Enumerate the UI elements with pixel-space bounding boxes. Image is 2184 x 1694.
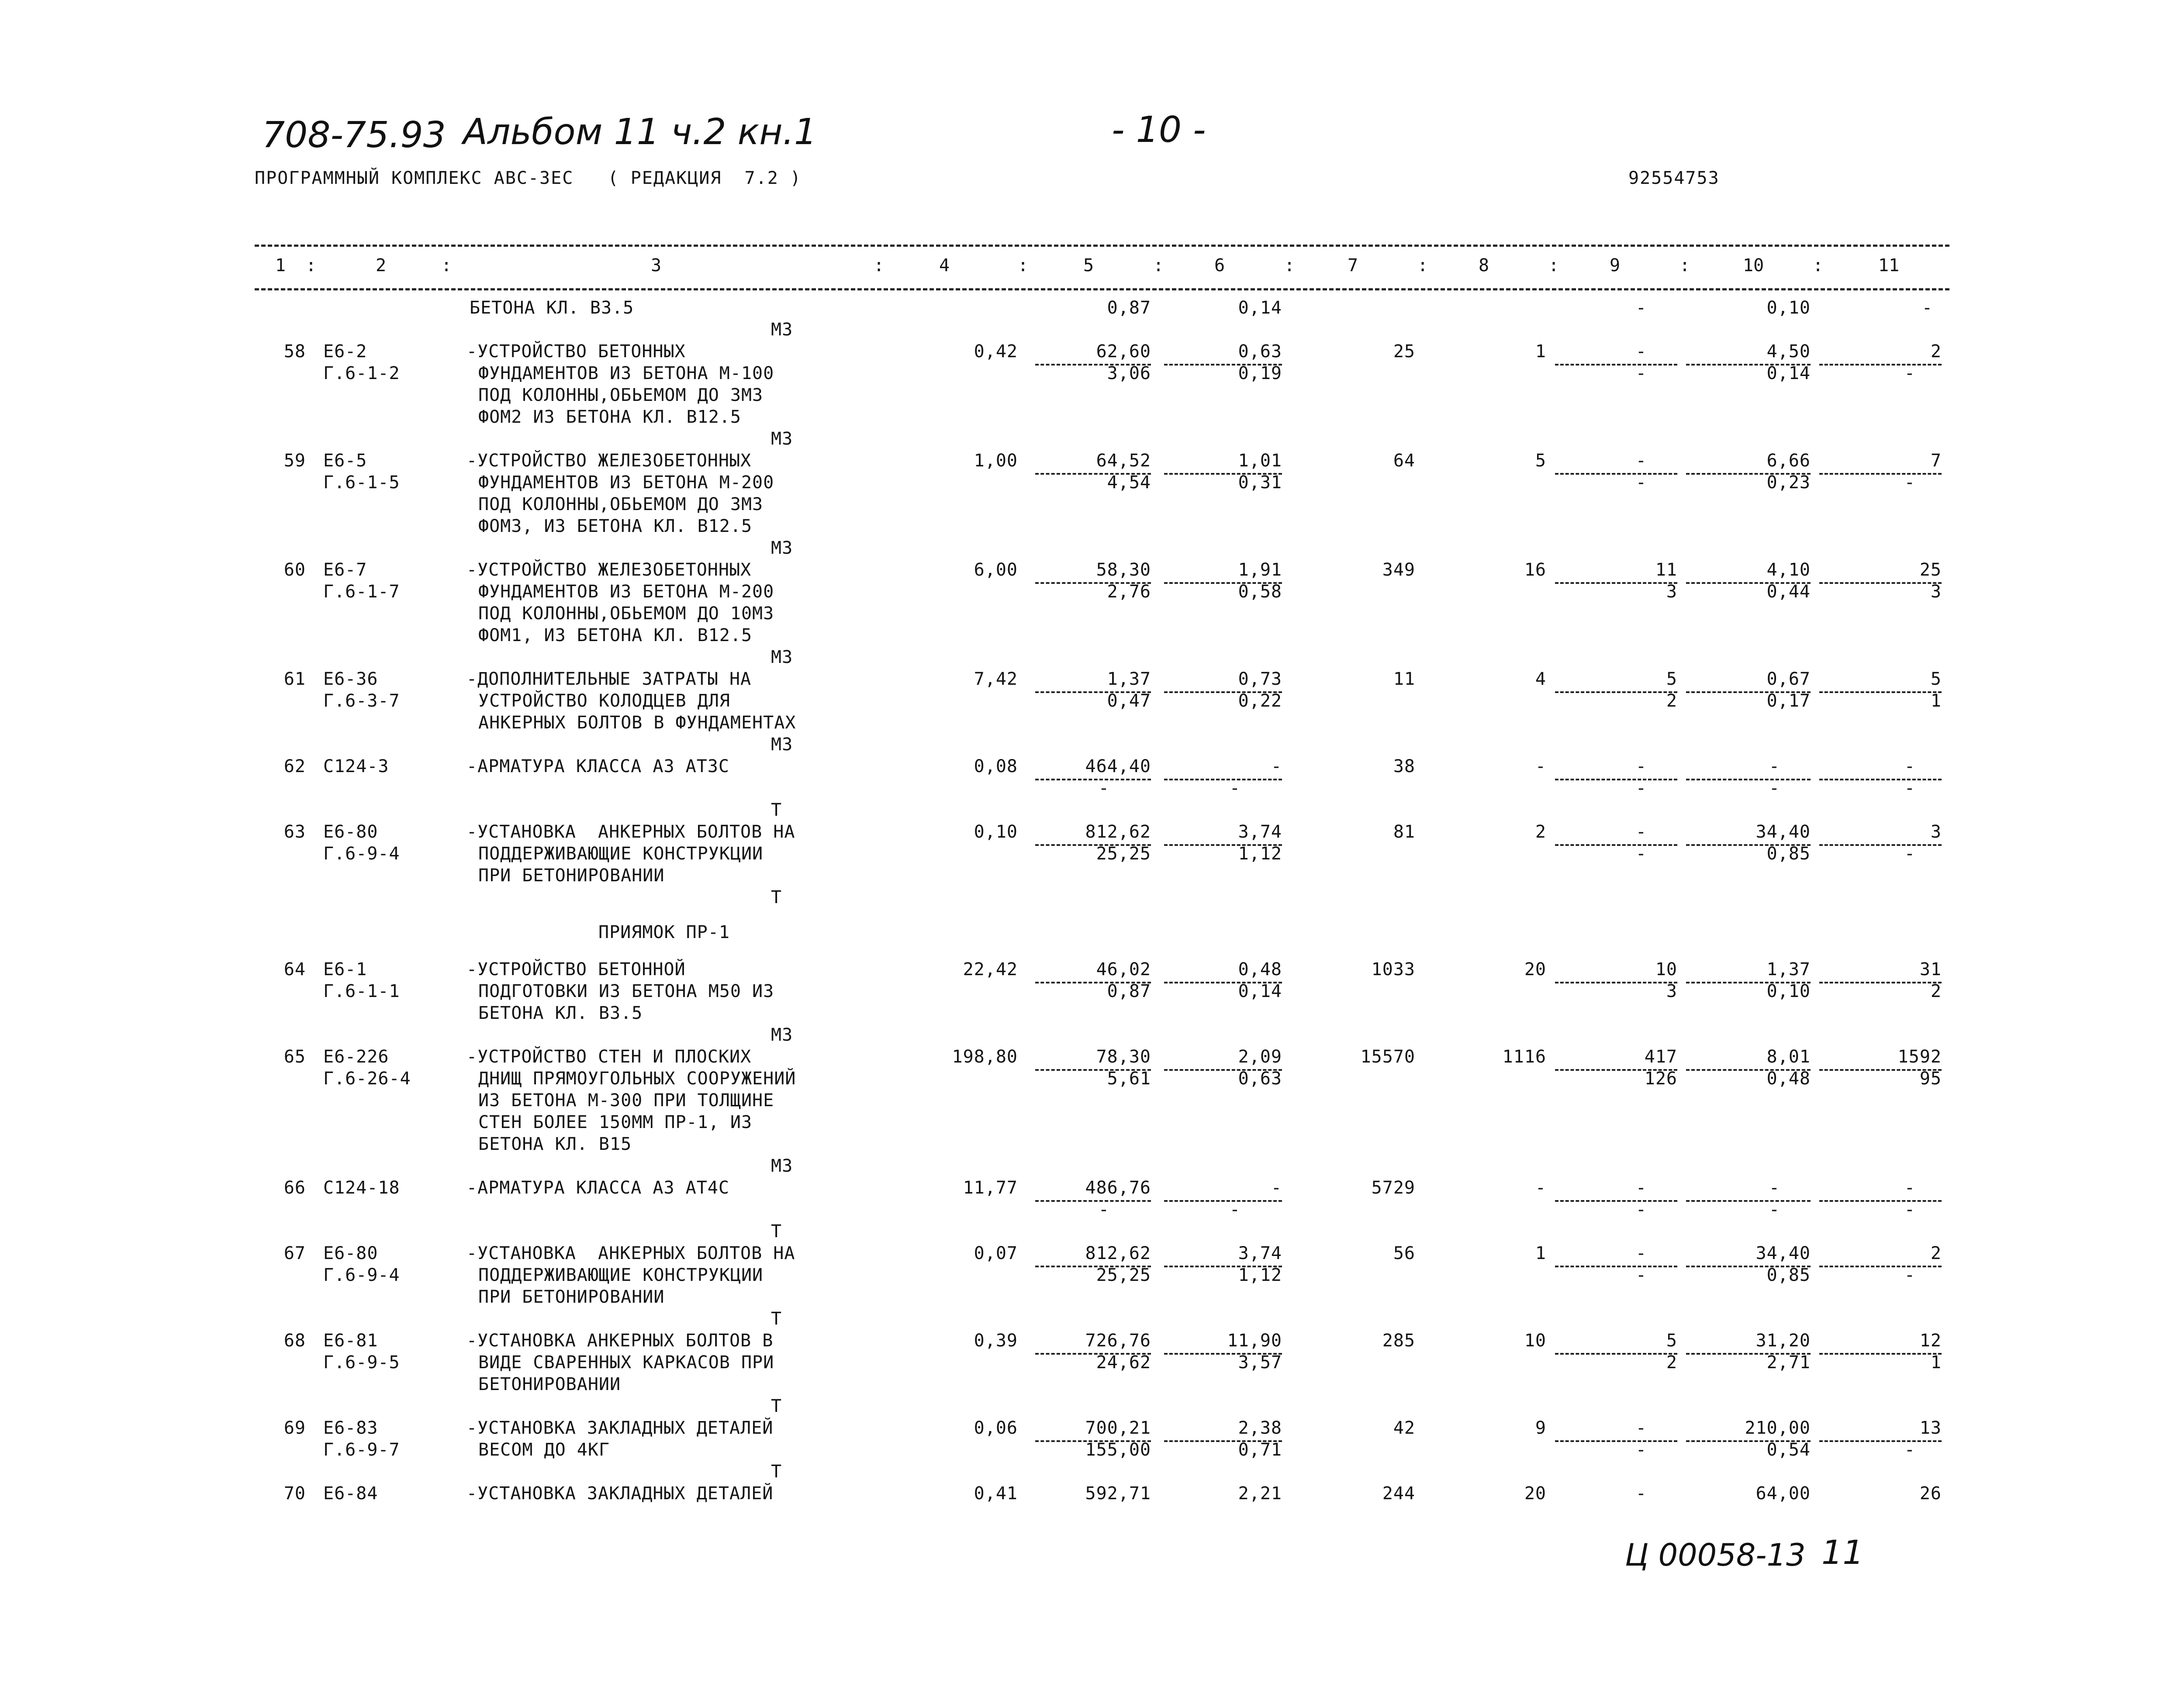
rate-reference: Г.6-1-7 bbox=[323, 582, 400, 602]
table-cell: 1,37 bbox=[1766, 959, 1811, 980]
unit-label: М3 bbox=[771, 429, 793, 449]
table-cell: 1 bbox=[1930, 1352, 1942, 1373]
item-description: БЕТОНА КЛ. В15 bbox=[478, 1134, 632, 1154]
table-cell: - bbox=[1635, 1243, 1647, 1263]
row-number: 65 bbox=[283, 1047, 306, 1067]
table-cell: - bbox=[1271, 1178, 1282, 1198]
table-cell: - bbox=[1904, 363, 1915, 383]
table-cell: 2 bbox=[1666, 691, 1677, 711]
item-description: БЕТОНА КЛ. В3.5 bbox=[478, 1003, 643, 1023]
table-cell: 34,40 bbox=[1755, 822, 1811, 842]
table-cell: 1592 bbox=[1897, 1047, 1942, 1067]
column-separator: : bbox=[441, 255, 452, 276]
table-cell: 155,00 bbox=[1085, 1440, 1151, 1460]
column-header-11: 11 bbox=[1878, 255, 1900, 276]
table-cell: 16 bbox=[1524, 560, 1546, 580]
quantity: 0,06 bbox=[974, 1418, 1018, 1438]
table-cell: 3 bbox=[1930, 822, 1942, 842]
table-cell: 26 bbox=[1919, 1484, 1942, 1504]
table-cell: 285 bbox=[1382, 1331, 1415, 1351]
column-separator: : bbox=[1153, 255, 1164, 276]
table-cell: - bbox=[1904, 756, 1915, 776]
table-cell: 417 bbox=[1644, 1047, 1677, 1067]
table-cell: 0,14 bbox=[1238, 981, 1282, 1001]
table-cell: 5729 bbox=[1371, 1178, 1415, 1198]
table-cell: 0,87 bbox=[1107, 981, 1151, 1001]
table-cell: 486,76 bbox=[1085, 1178, 1151, 1198]
table-cell: 5 bbox=[1666, 1331, 1677, 1351]
rate-code: Е6-5 bbox=[323, 451, 367, 471]
table-cell: 0,31 bbox=[1238, 473, 1282, 493]
table-cell: 25,25 bbox=[1096, 1265, 1151, 1285]
item-description: СТЕН БОЛЕЕ 150ММ ПР-1, ИЗ bbox=[478, 1112, 753, 1132]
quantity: 0,07 bbox=[974, 1243, 1018, 1263]
table-cell: 726,76 bbox=[1085, 1331, 1151, 1351]
table-cell: 0,67 bbox=[1766, 669, 1811, 689]
table-cell: 0,58 bbox=[1238, 582, 1282, 602]
table-cell: 592,71 bbox=[1085, 1484, 1151, 1504]
item-description: АНКЕРНЫХ БОЛТОВ В ФУНДАМЕНТАХ bbox=[478, 713, 796, 733]
quantity: 22,42 bbox=[963, 959, 1018, 980]
table-cell: - bbox=[1904, 844, 1915, 864]
table-cell: 0,14 bbox=[1238, 298, 1282, 318]
table-cell: - bbox=[1635, 1178, 1647, 1198]
item-description: ФОМ2 ИЗ БЕТОНА КЛ. В12.5 bbox=[478, 407, 741, 427]
row-number: 67 bbox=[283, 1243, 306, 1263]
table-cell: - bbox=[1769, 778, 1780, 798]
quantity: 0,08 bbox=[974, 756, 1018, 776]
row-number: 69 bbox=[283, 1418, 306, 1438]
table-cell: 0,17 bbox=[1766, 691, 1811, 711]
column-header-3: 3 bbox=[651, 255, 662, 276]
item-description: ФУНДАМЕНТОВ ИЗ БЕТОНА М-200 bbox=[478, 582, 774, 602]
table-cell: - bbox=[1098, 778, 1109, 798]
table-cell: 42 bbox=[1393, 1418, 1415, 1438]
table-cell: - bbox=[1904, 778, 1915, 798]
table-cell: 1,01 bbox=[1238, 451, 1282, 471]
column-separator: : bbox=[1284, 255, 1295, 276]
table-cell: 1 bbox=[1535, 342, 1546, 362]
table-cell: 3 bbox=[1930, 582, 1942, 602]
column-separator: : bbox=[1548, 255, 1559, 276]
unit-label: Т bbox=[771, 887, 782, 907]
album-title: Альбом 11 ч.2 кн.1 bbox=[463, 111, 817, 153]
item-description: -УСТАНОВКА ЗАКЛАДНЫХ ДЕТАЛЕЙ bbox=[467, 1418, 774, 1438]
unit-label: Т bbox=[771, 1396, 782, 1416]
table-cell: 0,63 bbox=[1238, 1069, 1282, 1089]
table-cell: - bbox=[1535, 1178, 1546, 1198]
item-description: -УСТАНОВКА ЗАКЛАДНЫХ ДЕТАЛЕЙ bbox=[467, 1484, 774, 1504]
column-separator: : bbox=[1813, 255, 1824, 276]
table-cell: 12 bbox=[1919, 1331, 1942, 1351]
column-header-9: 9 bbox=[1610, 255, 1621, 276]
unit-label: М3 bbox=[771, 735, 793, 755]
table-cell: 0,10 bbox=[1766, 298, 1811, 318]
column-header-5: 5 bbox=[1083, 255, 1094, 276]
table-cell: 20 bbox=[1524, 1484, 1546, 1504]
item-description: ФУНДАМЕНТОВ ИЗ БЕТОНА М-200 bbox=[478, 473, 774, 493]
table-cell: 0,48 bbox=[1766, 1069, 1811, 1089]
table-cell: 5 bbox=[1535, 451, 1546, 471]
column-header-8: 8 bbox=[1479, 255, 1489, 276]
quantity: 11,77 bbox=[963, 1178, 1018, 1198]
table-cell: 25,25 bbox=[1096, 844, 1151, 864]
table-cell: 2 bbox=[1930, 1243, 1942, 1263]
table-cell: 3,57 bbox=[1238, 1352, 1282, 1373]
item-description: ПОДДЕРЖИВАЮЩИЕ КОНСТРУКЦИИ bbox=[478, 1265, 764, 1285]
item-description: -АРМАТУРА КЛАССА А3 АТ4С bbox=[467, 1178, 729, 1198]
rate-code: Е6-80 bbox=[323, 1243, 378, 1263]
rate-code: С124-18 bbox=[323, 1178, 400, 1198]
table-cell: 62,60 bbox=[1096, 342, 1151, 362]
column-header-2: 2 bbox=[376, 255, 387, 276]
quantity: 0,39 bbox=[974, 1331, 1018, 1351]
table-cell: 25 bbox=[1393, 342, 1415, 362]
table-cell: - bbox=[1635, 363, 1647, 383]
table-cell: - bbox=[1635, 342, 1647, 362]
rate-code: Е6-81 bbox=[323, 1331, 378, 1351]
table-cell: 464,40 bbox=[1085, 756, 1151, 776]
table-cell: 78,30 bbox=[1096, 1047, 1151, 1067]
rate-code: Е6-226 bbox=[323, 1047, 389, 1067]
table-cell: 2,21 bbox=[1238, 1484, 1282, 1504]
table-cell: 64,52 bbox=[1096, 451, 1151, 471]
table-cell: - bbox=[1098, 1200, 1109, 1220]
table-cell: 700,21 bbox=[1085, 1418, 1151, 1438]
item-description: -ДОПОЛНИТЕЛЬНЫЕ ЗАТРАТЫ НА bbox=[467, 669, 752, 689]
table-cell: 34,40 bbox=[1755, 1243, 1811, 1263]
item-description: -УСТРОЙСТВО БЕТОННОЙ bbox=[467, 959, 686, 980]
table-cell: 3 bbox=[1666, 981, 1677, 1001]
row-number: 59 bbox=[283, 451, 306, 471]
table-cell: 3 bbox=[1666, 582, 1677, 602]
rate-code: Е6-2 bbox=[323, 342, 367, 362]
table-cell: 64,00 bbox=[1755, 1484, 1811, 1504]
table-cell: 0,19 bbox=[1238, 363, 1282, 383]
rate-code: Е6-84 bbox=[323, 1484, 378, 1504]
column-header-10: 10 bbox=[1743, 255, 1764, 276]
item-description: УСТРОЙСТВО КОЛОДЦЕВ ДЛЯ bbox=[478, 691, 730, 711]
table-cell: 15570 bbox=[1360, 1047, 1415, 1067]
column-header-1: 1 bbox=[275, 255, 286, 276]
table-cell: - bbox=[1635, 1200, 1647, 1220]
table-cell: 1 bbox=[1930, 691, 1942, 711]
row-number: 70 bbox=[283, 1484, 306, 1504]
table-cell: 5 bbox=[1930, 669, 1942, 689]
item-description: ПОДДЕРЖИВАЮЩИЕ КОНСТРУКЦИИ bbox=[478, 844, 764, 864]
table-cell: 4,54 bbox=[1107, 473, 1151, 493]
table-cell: 0,85 bbox=[1766, 1265, 1811, 1285]
table-cell: - bbox=[1535, 756, 1546, 776]
table-cell: 2,09 bbox=[1238, 1047, 1282, 1067]
quantity: 198,80 bbox=[952, 1047, 1018, 1067]
rate-code: С124-3 bbox=[323, 756, 389, 776]
doc-code: 708-75.93 bbox=[262, 114, 446, 156]
table-cell: 11,90 bbox=[1227, 1331, 1282, 1351]
rate-reference: Г.6-1-2 bbox=[323, 363, 400, 383]
unit-label: Т bbox=[771, 1221, 782, 1242]
table-cell: 0,85 bbox=[1766, 844, 1811, 864]
table-cell: 812,62 bbox=[1085, 822, 1151, 842]
item-description: ВИДЕ СВАРЕННЫХ КАРКАСОВ ПРИ bbox=[478, 1352, 774, 1373]
table-cell: 1,37 bbox=[1107, 669, 1151, 689]
rate-reference: Г.6-1-5 bbox=[323, 473, 400, 493]
table-cell: 3,06 bbox=[1107, 363, 1151, 383]
table-cell: 0,71 bbox=[1238, 1440, 1282, 1460]
unit-label: Т bbox=[771, 1309, 782, 1329]
table-cell: 10 bbox=[1524, 1331, 1546, 1351]
quantity: 0,42 bbox=[974, 342, 1018, 362]
table-cell: 210,00 bbox=[1745, 1418, 1811, 1438]
column-separator: : bbox=[874, 255, 885, 276]
item-description: ФУНДАМЕНТОВ ИЗ БЕТОНА М-100 bbox=[478, 363, 774, 383]
unit-label: М3 bbox=[771, 320, 793, 340]
table-cell: 81 bbox=[1393, 822, 1415, 842]
table-cell: 4 bbox=[1535, 669, 1546, 689]
column-separator: : bbox=[1679, 255, 1690, 276]
rate-code: Е6-80 bbox=[323, 822, 378, 842]
table-cell: 31 bbox=[1919, 959, 1942, 980]
table-cell: - bbox=[1904, 1178, 1915, 1198]
rate-reference: Г.6-26-4 bbox=[323, 1069, 411, 1089]
table-cell: 6,66 bbox=[1766, 451, 1811, 471]
rate-reference: Г.6-3-7 bbox=[323, 691, 400, 711]
item-description: -УСТАНОВКА АНКЕРНЫХ БОЛТОВ В bbox=[467, 1331, 774, 1351]
row-number: 62 bbox=[283, 756, 306, 776]
table-cell: 349 bbox=[1382, 560, 1415, 580]
table-cell: 2 bbox=[1535, 822, 1546, 842]
item-description: -УСТРОЙСТВО ЖЕЛЕЗОБЕТОННЫХ bbox=[467, 560, 752, 580]
table-cell: 24,62 bbox=[1096, 1352, 1151, 1373]
table-cell: - bbox=[1904, 1200, 1915, 1220]
table-cell: 2 bbox=[1930, 981, 1942, 1001]
table-cell: 1,12 bbox=[1238, 844, 1282, 864]
column-header-7: 7 bbox=[1348, 255, 1358, 276]
unit-label: Т bbox=[771, 800, 782, 820]
item-description: ИЗ БЕТОНА М-300 ПРИ ТОЛЩИНЕ bbox=[478, 1090, 774, 1111]
quantity: 0,41 bbox=[974, 1484, 1018, 1504]
item-description: БЕТОНИРОВАНИИ bbox=[478, 1374, 621, 1394]
program-header: ПРОГРАММНЫЙ КОМПЛЕКС АВС-3ЕС ( РЕДАКЦИЯ 7.2 ) bbox=[255, 168, 802, 188]
table-cell: - bbox=[1904, 1440, 1915, 1460]
table-cell: 38 bbox=[1393, 756, 1415, 776]
row-number: 68 bbox=[283, 1331, 306, 1351]
item-description: -АРМАТУРА КЛАССА А3 АТ3С bbox=[467, 756, 729, 776]
table-cell: 2,76 bbox=[1107, 582, 1151, 602]
table-cell: 13 bbox=[1919, 1418, 1942, 1438]
unit-label: Т bbox=[771, 1462, 782, 1482]
header-bottom-rule bbox=[255, 288, 1949, 290]
unit-label: М3 bbox=[771, 1156, 793, 1176]
table-cell: 0,14 bbox=[1766, 363, 1811, 383]
table-cell: 0,10 bbox=[1766, 981, 1811, 1001]
table-cell: 1033 bbox=[1371, 959, 1415, 980]
table-cell: 2 bbox=[1930, 342, 1942, 362]
item-description: -УСТАНОВКА АНКЕРНЫХ БОЛТОВ НА bbox=[467, 822, 795, 842]
table-cell: 1,12 bbox=[1238, 1265, 1282, 1285]
table-cell: 64 bbox=[1393, 451, 1415, 471]
column-header-6: 6 bbox=[1214, 255, 1225, 276]
item-description: -УСТРОЙСТВО БЕТОННЫХ bbox=[467, 342, 686, 362]
rate-reference: Г.6-9-4 bbox=[323, 1265, 400, 1285]
table-cell: 1 bbox=[1535, 1243, 1546, 1263]
row-number: 61 bbox=[283, 669, 306, 689]
rate-reference: Г.6-9-5 bbox=[323, 1352, 400, 1373]
table-cell: - bbox=[1904, 1265, 1915, 1285]
table-cell: 56 bbox=[1393, 1243, 1415, 1263]
table-cell: 2,38 bbox=[1238, 1418, 1282, 1438]
table-cell: 5 bbox=[1666, 669, 1677, 689]
table-cell: - bbox=[1635, 1484, 1647, 1504]
table-cell: 812,62 bbox=[1085, 1243, 1151, 1263]
item-description: -УСТРОЙСТВО СТЕН И ПЛОСКИХ bbox=[467, 1047, 752, 1067]
row-number: 66 bbox=[283, 1178, 306, 1198]
item-description: ПОД КОЛОННЫ,ОБЬЕМОМ ДО 3М3 bbox=[478, 385, 764, 405]
table-cell: 2,71 bbox=[1766, 1352, 1811, 1373]
item-description: ПОД КОЛОННЫ,ОБЬЕМОМ ДО 3М3 bbox=[478, 494, 764, 514]
table-cell: 0,22 bbox=[1238, 691, 1282, 711]
column-separator: : bbox=[1018, 255, 1029, 276]
table-cell: - bbox=[1635, 756, 1647, 776]
quantity: 1,00 bbox=[974, 451, 1018, 471]
table-cell: 0,54 bbox=[1766, 1440, 1811, 1460]
table-cell: 0,48 bbox=[1238, 959, 1282, 980]
table-cell: 4,10 bbox=[1766, 560, 1811, 580]
table-cell: - bbox=[1635, 1418, 1647, 1438]
quantity: 6,00 bbox=[974, 560, 1018, 580]
item-description: БЕТОНА КЛ. В3.5 bbox=[470, 298, 634, 318]
rate-code: Е6-7 bbox=[323, 560, 367, 580]
table-cell: 11 bbox=[1393, 669, 1415, 689]
table-cell: - bbox=[1635, 822, 1647, 842]
table-cell: - bbox=[1769, 1178, 1780, 1198]
row-number: 63 bbox=[283, 822, 306, 842]
table-cell: - bbox=[1635, 778, 1647, 798]
table-cell: 126 bbox=[1644, 1069, 1677, 1089]
item-description: -УСТРОЙСТВО ЖЕЛЕЗОБЕТОННЫХ bbox=[467, 451, 752, 471]
row-number: 58 bbox=[283, 342, 306, 362]
table-cell: - bbox=[1635, 451, 1647, 471]
rate-code: Е6-1 bbox=[323, 959, 367, 980]
table-cell: 3,74 bbox=[1238, 822, 1282, 842]
item-description: ДНИЩ ПРЯМОУГОЛЬНЫХ СООРУЖЕНИЙ bbox=[478, 1069, 796, 1089]
row-number: 60 bbox=[283, 560, 306, 580]
table-cell: 31,20 bbox=[1755, 1331, 1811, 1351]
table-cell: - bbox=[1635, 1265, 1647, 1285]
table-cell: 46,02 bbox=[1096, 959, 1151, 980]
table-cell: - bbox=[1271, 756, 1282, 776]
item-description: ВЕСОМ ДО 4КГ bbox=[478, 1440, 610, 1460]
table-cell: 4,50 bbox=[1766, 342, 1811, 362]
quantity: 0,10 bbox=[974, 822, 1018, 842]
unit-label: М3 bbox=[771, 647, 793, 667]
table-cell: 20 bbox=[1524, 959, 1546, 980]
page-number: - 10 - bbox=[1112, 109, 1206, 151]
column-header-4: 4 bbox=[939, 255, 950, 276]
table-cell: - bbox=[1769, 1200, 1780, 1220]
table-cell: 11 bbox=[1655, 560, 1677, 580]
item-description: ПОДГОТОВКИ ИЗ БЕТОНА М50 ИЗ bbox=[478, 981, 774, 1001]
rate-reference: Г.6-1-1 bbox=[323, 981, 400, 1001]
table-cell: 0,87 bbox=[1107, 298, 1151, 318]
table-cell: 25 bbox=[1919, 560, 1942, 580]
column-separator: : bbox=[1417, 255, 1428, 276]
table-cell: 0,63 bbox=[1238, 342, 1282, 362]
table-cell: - bbox=[1769, 756, 1780, 776]
table-cell: 2 bbox=[1666, 1352, 1677, 1373]
table-cell: 0,44 bbox=[1766, 582, 1811, 602]
item-description: ПРИ БЕТОНИРОВАНИИ bbox=[478, 1287, 665, 1307]
table-cell: 244 bbox=[1382, 1484, 1415, 1504]
quantity: 7,42 bbox=[974, 669, 1018, 689]
table-cell: - bbox=[1229, 1200, 1241, 1220]
item-description: -УСТАНОВКА АНКЕРНЫХ БОЛТОВ НА bbox=[467, 1243, 795, 1263]
doc-number: 92554753 bbox=[1628, 168, 1720, 188]
table-cell: 58,30 bbox=[1096, 560, 1151, 580]
table-cell: 0,23 bbox=[1766, 473, 1811, 493]
unit-label: М3 bbox=[771, 1025, 793, 1045]
table-cell: 8,01 bbox=[1766, 1047, 1811, 1067]
table-cell: - bbox=[1635, 844, 1647, 864]
table-cell: - bbox=[1904, 473, 1915, 493]
item-description: ФОМ1, ИЗ БЕТОНА КЛ. В12.5 bbox=[478, 625, 753, 645]
table-cell: 5,61 bbox=[1107, 1069, 1151, 1089]
table-cell: 0,47 bbox=[1107, 691, 1151, 711]
rate-reference: Г.6-9-4 bbox=[323, 844, 400, 864]
item-description: ПРИ БЕТОНИРОВАНИИ bbox=[478, 866, 665, 886]
table-cell: - bbox=[1921, 298, 1933, 318]
table-cell: 9 bbox=[1535, 1418, 1546, 1438]
table-cell: 95 bbox=[1919, 1069, 1942, 1089]
table-cell: 0,73 bbox=[1238, 669, 1282, 689]
item-description: ПОД КОЛОННЫ,ОБЬЕМОМ ДО 10М3 bbox=[478, 604, 774, 624]
table-cell: - bbox=[1635, 298, 1647, 318]
rate-reference: Г.6-9-7 bbox=[323, 1440, 400, 1460]
stamp-code: Ц 00058-13 bbox=[1625, 1537, 1806, 1573]
table-cell: 7 bbox=[1930, 451, 1942, 471]
row-number: 64 bbox=[283, 959, 306, 980]
section-title: ПРИЯМОК ПР-1 bbox=[598, 922, 730, 942]
table-cell: - bbox=[1635, 1440, 1647, 1460]
column-separator: : bbox=[306, 255, 317, 276]
table-cell: 3,74 bbox=[1238, 1243, 1282, 1263]
top-rule bbox=[255, 245, 1949, 247]
item-description: ФОМ3, ИЗ БЕТОНА КЛ. В12.5 bbox=[478, 516, 753, 536]
stamp-number: 11 bbox=[1821, 1533, 1864, 1572]
rate-code: Е6-83 bbox=[323, 1418, 378, 1438]
table-cell: - bbox=[1635, 473, 1647, 493]
table-cell: 1116 bbox=[1502, 1047, 1546, 1067]
rate-code: Е6-36 bbox=[323, 669, 378, 689]
unit-label: М3 bbox=[771, 538, 793, 558]
table-cell: - bbox=[1229, 778, 1241, 798]
table-cell: 1,91 bbox=[1238, 560, 1282, 580]
table-cell: 10 bbox=[1655, 959, 1677, 980]
